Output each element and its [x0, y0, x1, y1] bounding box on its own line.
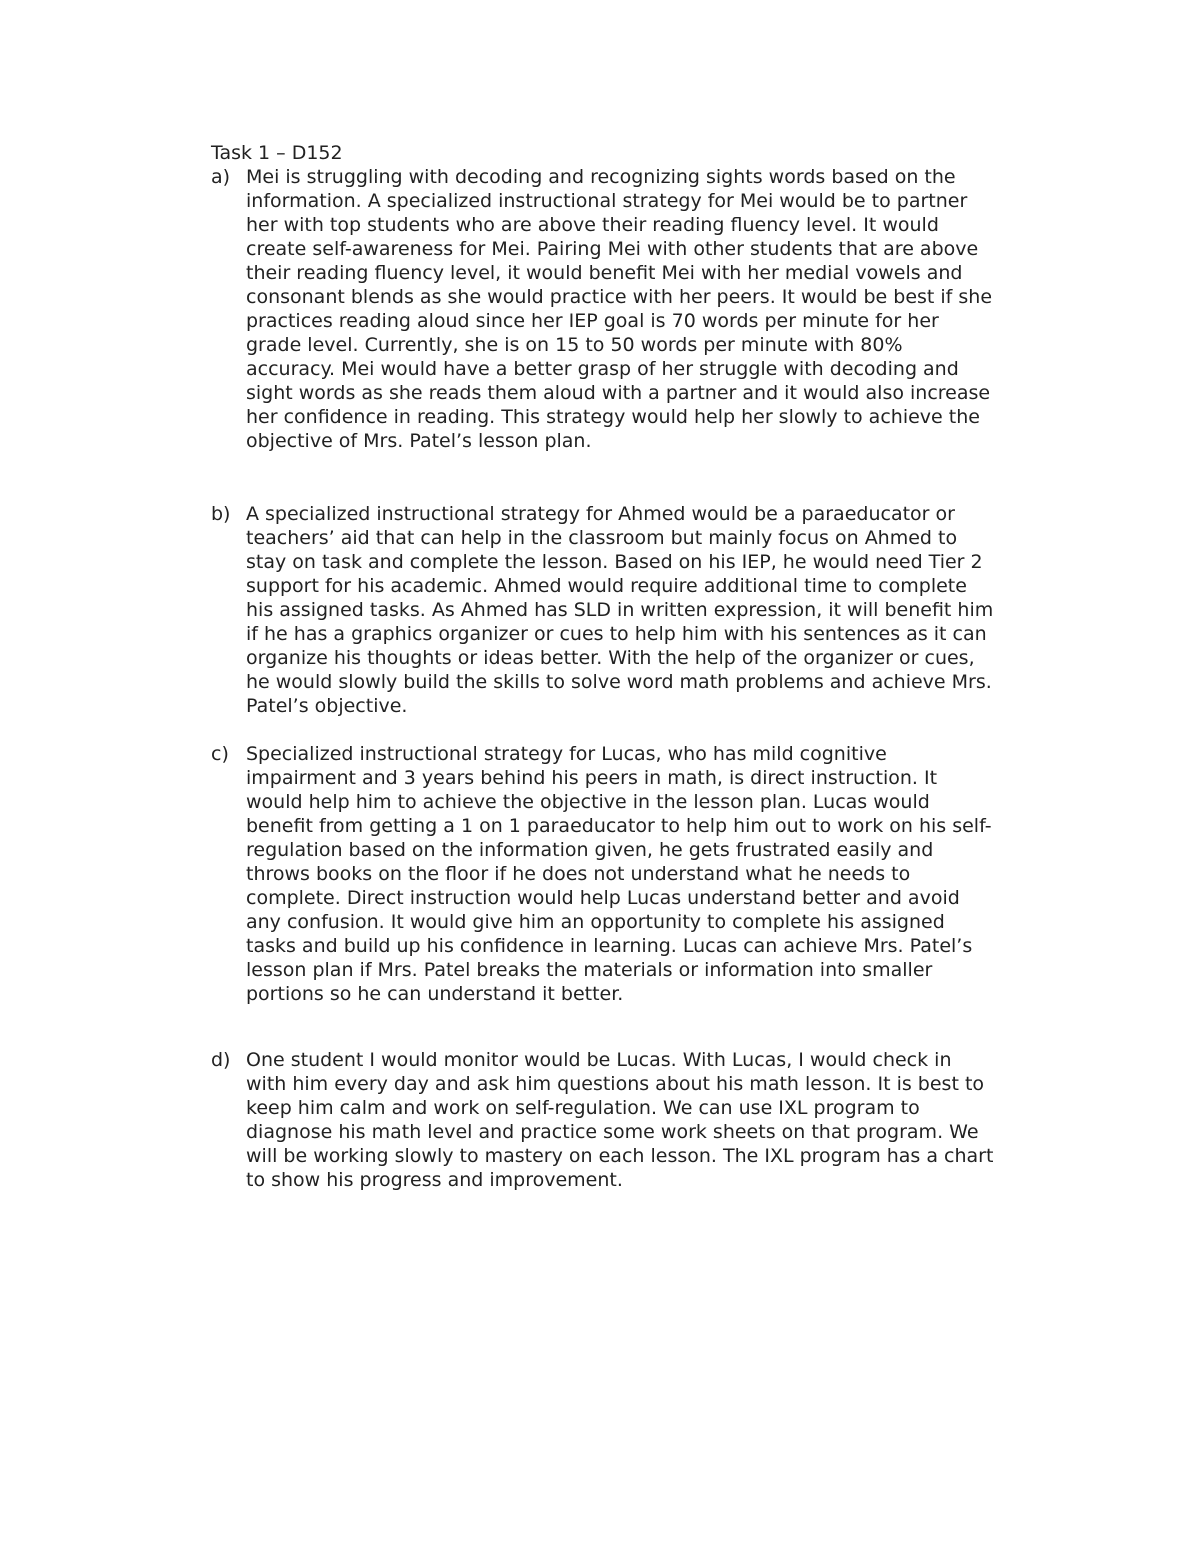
answer-item-text-line: throws books on the floor if he does not understand what he needs to: [246, 863, 911, 885]
answer-item-label: d): [211, 1049, 231, 1071]
answer-item-text-line: diagnose his math level and practice some work sheets on that program. We: [246, 1121, 979, 1143]
answer-item-text-line: with him every day and ask him questions about his math lesson. It is best to: [246, 1073, 985, 1095]
answer-item-text-line: tasks and build up his confidence in learning. Lucas can achieve Mrs. Patel’s: [246, 935, 973, 957]
answer-item-text-line: objective of Mrs. Patel’s lesson plan.: [246, 430, 592, 452]
answer-item-text-line: One student I would monitor would be Lucas. With Lucas, I would check in: [246, 1049, 952, 1071]
answer-item-text-line: her confidence in reading. This strategy would help her slowly to achieve the: [246, 406, 980, 428]
answer-item-text-line: create self-awareness for Mei. Pairing Mei with other students that are above: [246, 238, 979, 260]
answer-item-label: a): [211, 166, 231, 188]
answer-item-text-line: accuracy. Mei would have a better grasp of her struggle with decoding and: [246, 358, 959, 380]
answer-item-text-line: grade level. Currently, she is on 15 to 50 words per minute with 80%: [246, 334, 903, 356]
answer-item-text-line: any confusion. It would give him an opportunity to complete his assigned: [246, 911, 945, 933]
answer-item-text-line: practices reading aloud since her IEP goal is 70 words per minute for her: [246, 310, 939, 332]
answer-item-text-line: stay on task and complete the lesson. Based on his IEP, he would need Tier 2: [246, 551, 983, 573]
answer-item-text-line: will be working slowly to mastery on each lesson. The IXL program has a chart: [246, 1145, 994, 1167]
answer-item-text-line: would help him to achieve the objective in the lesson plan. Lucas would: [246, 791, 930, 813]
answer-item-text-line: consonant blends as she would practice with her peers. It would be best if she: [246, 286, 993, 308]
answer-item-text-line: complete. Direct instruction would help Lucas understand better and avoid: [246, 887, 960, 909]
answer-item-text-line: to show his progress and improvement.: [246, 1169, 623, 1191]
answer-item-text-line: lesson plan if Mrs. Patel breaks the materials or information into smaller: [246, 959, 933, 981]
answer-item-text-line: teachers’ aid that can help in the classroom but mainly focus on Ahmed to: [246, 527, 958, 549]
answer-item-text-line: he would slowly build the skills to solve word math problems and achieve Mrs.: [246, 671, 992, 693]
answer-item-text-line: if he has a graphics organizer or cues to help him with his sentences as it can: [246, 623, 987, 645]
answer-item-text-line: support for his academic. Ahmed would require additional time to complete: [246, 575, 967, 597]
answer-item-text-line: impairment and 3 years behind his peers in math, is direct instruction. It: [246, 767, 938, 789]
answer-item-text-line: his assigned tasks. As Ahmed has SLD in written expression, it will benefit him: [246, 599, 994, 621]
answer-item-text-line: their reading fluency level, it would benefit Mei with her medial vowels and: [246, 262, 963, 284]
answer-item-text-line: Patel’s objective.: [246, 695, 408, 717]
document-title: Task 1 – D152: [211, 142, 343, 164]
answer-item-text-line: organize his thoughts or ideas better. With the help of the organizer or cues,: [246, 647, 975, 669]
answer-item-text-line: keep him calm and work on self-regulation. We can use IXL program to: [246, 1097, 920, 1119]
answer-item-text-line: portions so he can understand it better.: [246, 983, 624, 1005]
answer-item-label: c): [211, 743, 229, 765]
answer-item-text-line: regulation based on the information given, he gets frustrated easily and: [246, 839, 934, 861]
answer-item-text-line: her with top students who are above their reading fluency level. It would: [246, 214, 939, 236]
answer-item-text-line: A specialized instructional strategy for Ahmed would be a paraeducator or: [246, 503, 955, 525]
answer-item-text-line: Specialized instructional strategy for Lucas, who has mild cognitive: [246, 743, 887, 765]
answer-item-label: b): [211, 503, 231, 525]
answer-item-text-line: benefit from getting a 1 on 1 paraeducator to help him out to work on his self-: [246, 815, 992, 837]
answer-item-text-line: information. A specialized instructional strategy for Mei would be to partner: [246, 190, 968, 212]
answer-item-text-line: sight words as she reads them aloud with a partner and it would also increase: [246, 382, 991, 404]
answer-item-text-line: Mei is struggling with decoding and recognizing sights words based on the: [246, 166, 956, 188]
